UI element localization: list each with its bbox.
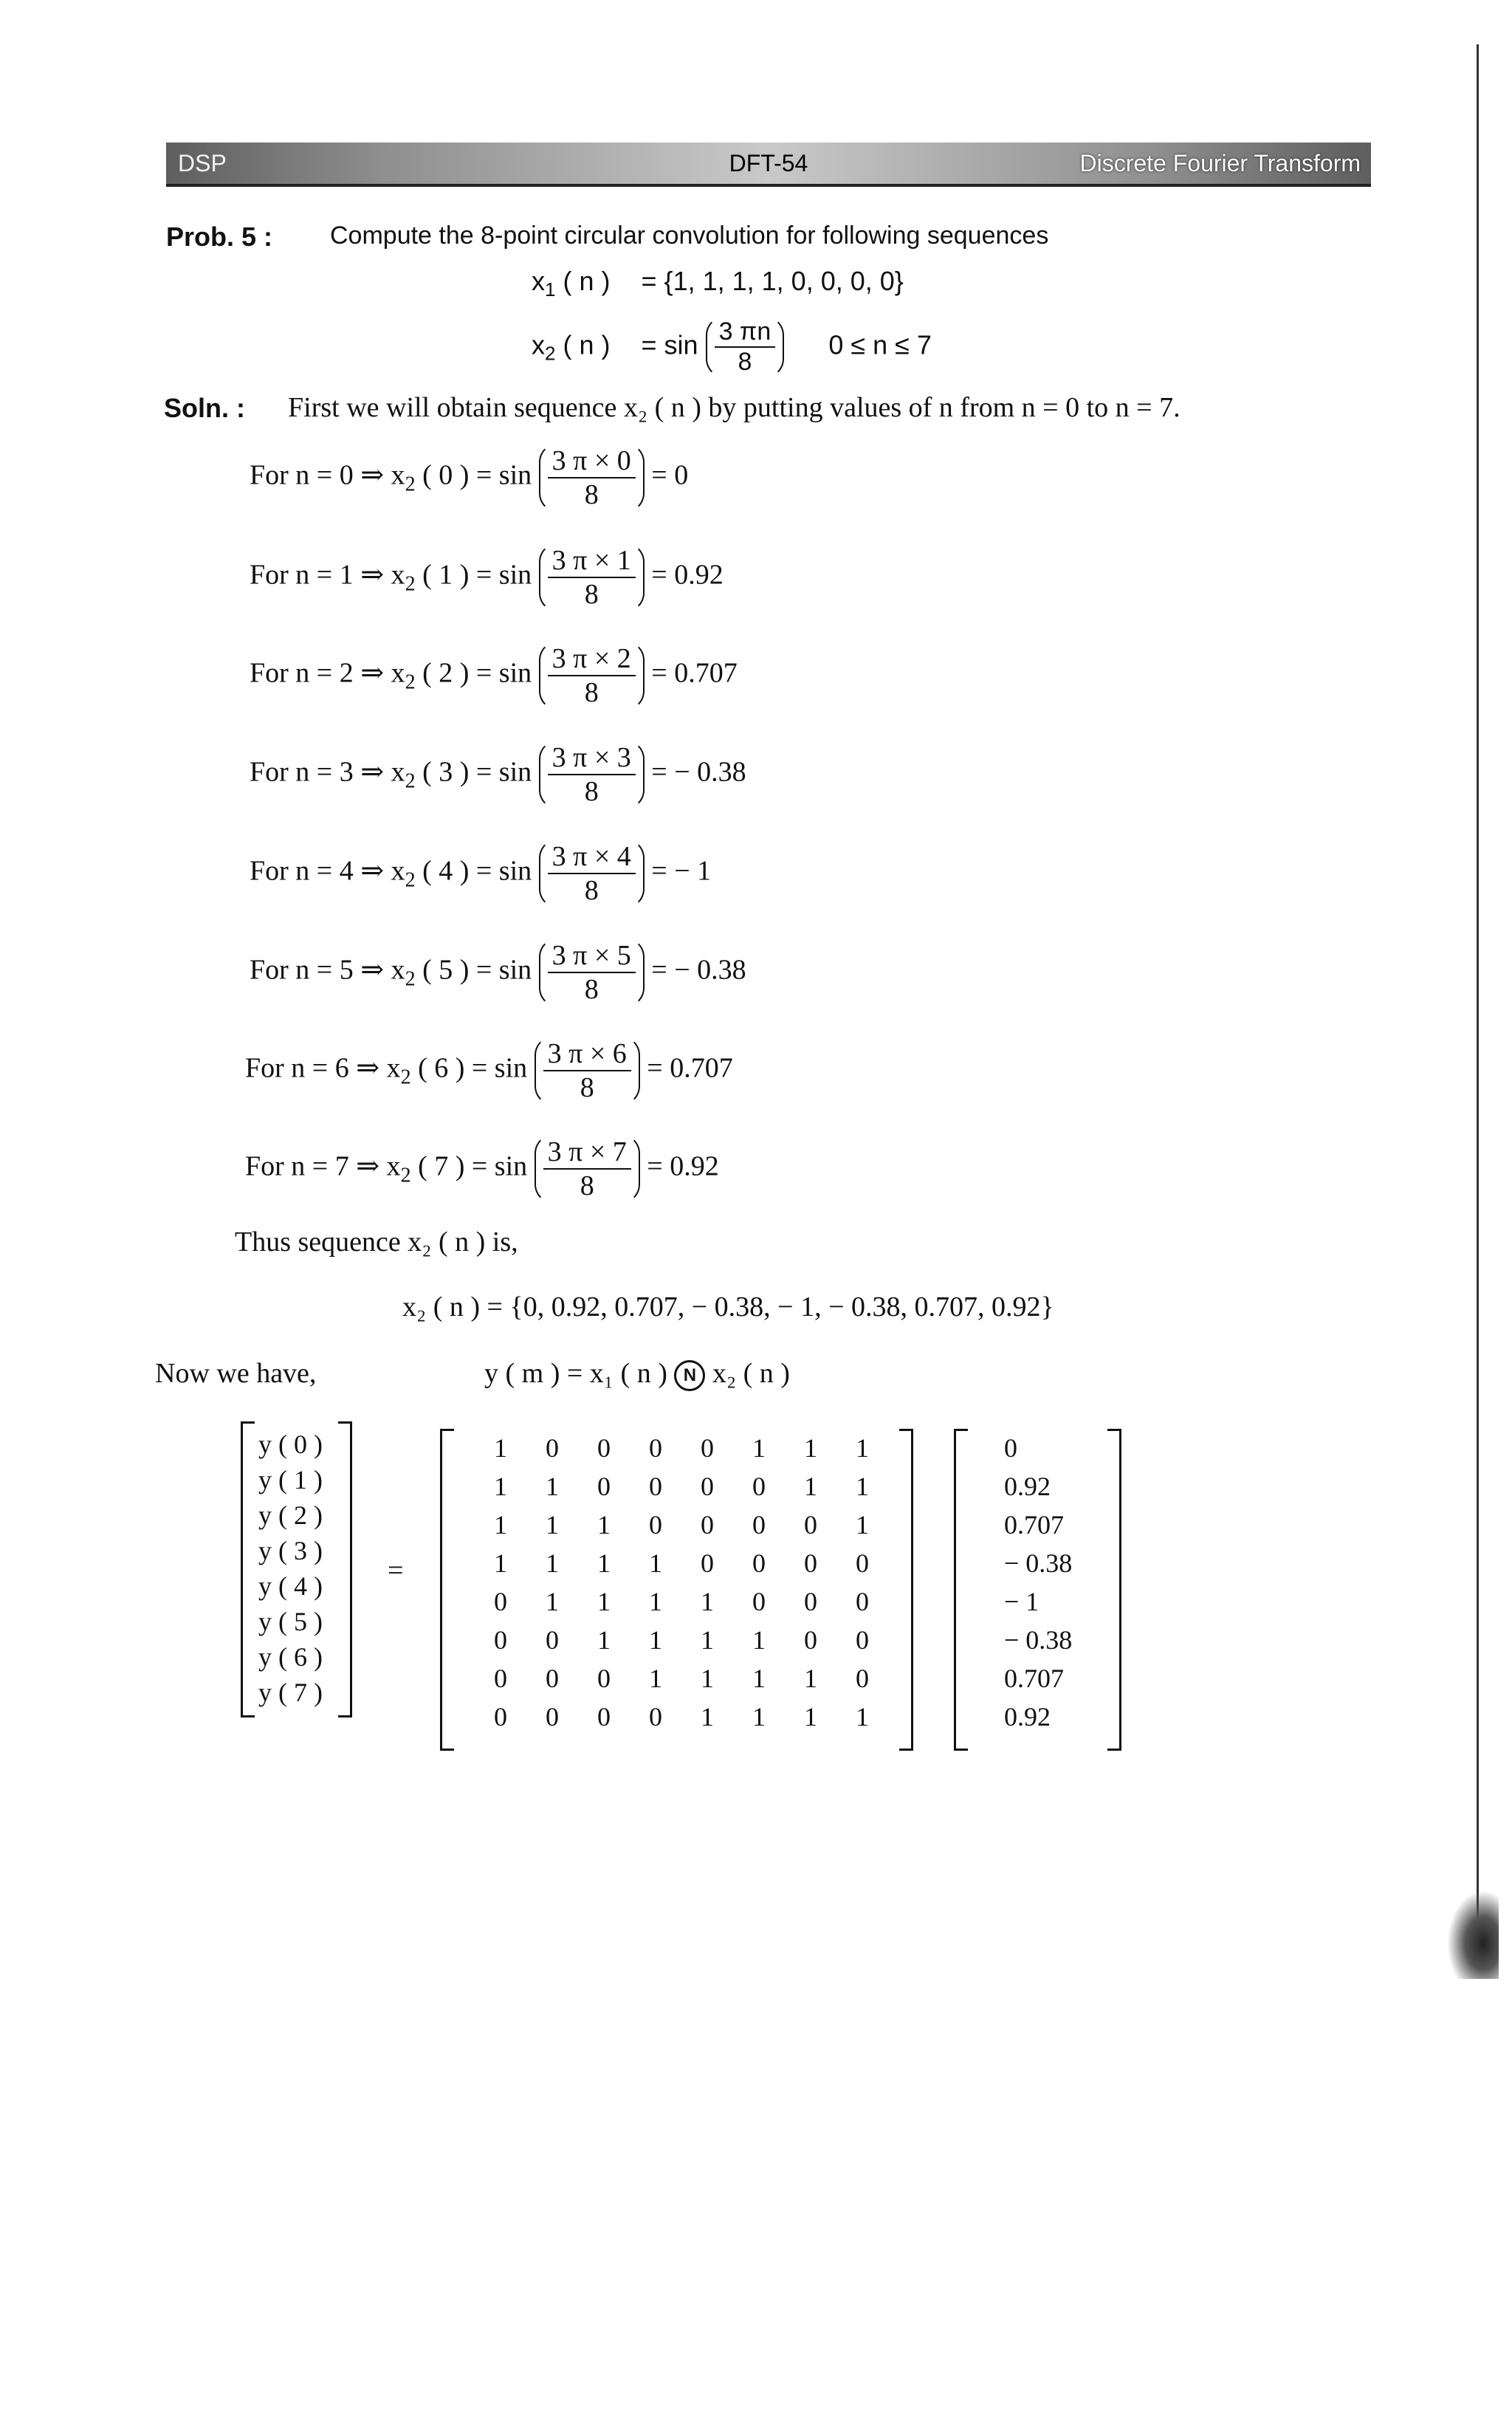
matrix-cell: 1 — [804, 1472, 817, 1501]
y-label: y ( 2 ) — [258, 1500, 323, 1530]
matrix-cell: 1 — [597, 1587, 611, 1616]
matrix-cell: 1 — [701, 1587, 714, 1616]
matrix-cell: 1 — [856, 1433, 869, 1463]
scan-blot — [1447, 1890, 1499, 1979]
step-row: For n = 3 ⇒ $x_2$ ( 3 ) = sin $\frac{3 \pi \times 3}{8}$ = − 0.38 — [250, 740, 746, 809]
matrix-cell: 1 — [649, 1625, 662, 1655]
matrix-cell: 0 — [546, 1625, 559, 1655]
matrix-cell: 0 — [546, 1702, 559, 1732]
matrix-cell: 0 — [649, 1472, 662, 1501]
matrix-cell: 0 — [649, 1510, 662, 1540]
matrix-cell: 0 — [546, 1664, 559, 1693]
matrix-cell: 1 — [856, 1702, 869, 1732]
vector-cell: − 0.38 — [1004, 1625, 1073, 1655]
vector-cell: − 1 — [1004, 1587, 1040, 1616]
vector-cell: 0 — [1004, 1433, 1017, 1463]
matrix-cell: 0 — [701, 1510, 714, 1540]
matrix-cell: 1 — [546, 1510, 559, 1540]
y-label: y ( 1 ) — [258, 1465, 323, 1495]
y-label: y ( 6 ) — [258, 1642, 323, 1672]
matrix-cell: 1 — [649, 1548, 662, 1578]
matrix-cell: 1 — [649, 1664, 662, 1693]
matrix-cell: 1 — [494, 1472, 507, 1501]
matrix-cell: 1 — [494, 1548, 507, 1578]
header-chapter-title: Discrete Fourier Transform — [1079, 150, 1361, 176]
matrix-cell: 1 — [546, 1548, 559, 1578]
matrix-cell: 0 — [856, 1587, 869, 1616]
matrix-cell: 0 — [546, 1433, 559, 1463]
matrix-cell: 0 — [804, 1625, 817, 1655]
x2-definition: $x_2$ ( n ) = sin $\frac{3 \pi n}{8}$ 0 ≤ n ≤ 7 — [532, 316, 932, 378]
matrix-cell: 0 — [494, 1664, 507, 1693]
matrix-cell: 0 — [597, 1664, 611, 1693]
matrix-cell: 1 — [752, 1433, 766, 1463]
solution-intro: First we will obtain sequence x₂ ( n ) by putting values of n from n = 0 to n = 7. — [288, 392, 1181, 423]
matrix-cell: 0 — [494, 1587, 507, 1616]
matrix-cell: 0 — [701, 1548, 714, 1578]
matrix-equals-sign: = — [388, 1555, 404, 1586]
matrix-cell: 1 — [649, 1587, 662, 1616]
vector-left-bracket — [954, 1429, 968, 1751]
x1-definition: $x_1$ ( n ) = {1, 1, 1, 1, 0, 0, 0, 0} — [532, 266, 904, 301]
vector-right-bracket — [1107, 1429, 1121, 1751]
matrix-cell: 1 — [752, 1702, 766, 1732]
matrix-cell: 1 — [752, 1625, 766, 1655]
matrix-right-bracket — [899, 1429, 913, 1751]
matrix-cell: 0 — [856, 1625, 869, 1655]
step-row: For n = 7 ⇒ $x_2$ ( 7 ) = sin $\frac{3 \pi \times 7}{8}$ = 0.92 — [245, 1134, 719, 1204]
matrix-cell: 1 — [597, 1548, 611, 1578]
problem-label: Prob. 5 : — [166, 222, 273, 252]
matrix-cell: 1 — [804, 1433, 817, 1463]
matrix-cell: 0 — [494, 1625, 507, 1655]
matrix-cell: 1 — [597, 1510, 611, 1540]
header-page-number: DFT-54 — [729, 150, 808, 176]
y-label: y ( 0 ) — [258, 1430, 323, 1459]
problem-statement: Compute the 8-point circular convolution for following sequences — [330, 222, 1049, 250]
vector-cell: 0.707 — [1004, 1664, 1064, 1693]
page-edge-rule — [1477, 44, 1479, 1927]
step-row: For n = 4 ⇒ $x_2$ ( 4 ) = sin $\frac{3 \pi \times 4}{8}$ = − 1 — [250, 839, 711, 908]
matrix-cell: 0 — [804, 1587, 817, 1616]
matrix-cell: 0 — [701, 1433, 714, 1463]
matrix-cell: 1 — [804, 1664, 817, 1693]
matrix-cell: 0 — [752, 1510, 766, 1540]
vector-cell: 0.92 — [1004, 1702, 1051, 1732]
matrix-cell: 1 — [804, 1702, 817, 1732]
step-row: For n = 1 ⇒ $x_2$ ( 1 ) = sin $\frac{3 \pi \times 1}{8}$ = 0.92 — [250, 543, 724, 612]
step-row: For n = 0 ⇒ $x_2$ ( 0 ) = sin $\frac{3 \pi \times 0}{8}$ = 0 — [250, 443, 688, 512]
matrix-cell: 0 — [752, 1587, 766, 1616]
header-left-label: DSP — [178, 150, 227, 176]
thus-line: Thus sequence x₂ ( n ) is, — [235, 1226, 518, 1257]
matrix-cell: 0 — [856, 1548, 869, 1578]
matrix-cell: 0 — [701, 1472, 714, 1501]
matrix-cell: 1 — [597, 1625, 611, 1655]
matrix-cell: 1 — [546, 1472, 559, 1501]
matrix-cell: 1 — [856, 1472, 869, 1501]
matrix-cell: 1 — [856, 1510, 869, 1540]
matrix-cell: 0 — [597, 1702, 611, 1732]
vector-cell: − 0.38 — [1004, 1548, 1073, 1578]
circular-convolution-symbol: N — [674, 1360, 705, 1391]
matrix-cell: 0 — [597, 1472, 611, 1501]
now-we-have-label: Now we have, — [155, 1358, 317, 1389]
matrix-cell: 1 — [701, 1664, 714, 1693]
circular-convolution-equation: y ( m ) = x₁ ( n ) N x₂ ( n ) — [484, 1357, 790, 1391]
matrix-cell: 0 — [649, 1433, 662, 1463]
y-label: y ( 5 ) — [258, 1607, 323, 1636]
y-vector-right-bracket — [338, 1421, 352, 1717]
matrix-cell: 0 — [494, 1702, 507, 1732]
matrix-cell: 1 — [494, 1510, 507, 1540]
y-label: y ( 3 ) — [258, 1536, 323, 1565]
matrix-cell: 0 — [752, 1472, 766, 1501]
y-vector-left-bracket — [241, 1421, 255, 1717]
matrix-left-bracket — [440, 1429, 454, 1751]
matrix-cell: 0 — [597, 1433, 611, 1463]
matrix-cell: 0 — [804, 1548, 817, 1578]
y-label: y ( 4 ) — [258, 1571, 323, 1601]
solution-label: Soln. : — [164, 393, 245, 423]
matrix-cell: 1 — [701, 1625, 714, 1655]
matrix-cell: 1 — [546, 1587, 559, 1616]
y-label: y ( 7 ) — [258, 1678, 323, 1707]
vector-cell: 0.92 — [1004, 1472, 1051, 1501]
vector-cell: 0.707 — [1004, 1510, 1064, 1540]
matrix-cell: 1 — [494, 1433, 507, 1463]
matrix-cell: 1 — [701, 1702, 714, 1732]
step-row: For n = 5 ⇒ $x_2$ ( 5 ) = sin $\frac{3 \pi \times 5}{8}$ = − 0.38 — [250, 938, 746, 1007]
matrix-cell: 0 — [804, 1510, 817, 1540]
step-row: For n = 2 ⇒ $x_2$ ( 2 ) = sin $\frac{3 \pi \times 2}{8}$ = 0.707 — [250, 641, 738, 710]
x2-sequence: x₂ ( n ) = {0, 0.92, 0.707, − 0.38, − 1, − 0.38, 0.707, 0.92} — [402, 1291, 1054, 1322]
matrix-cell: 0 — [752, 1548, 766, 1578]
matrix-cell: 1 — [752, 1664, 766, 1693]
matrix-cell: 0 — [649, 1702, 662, 1732]
step-row: For n = 6 ⇒ $x_2$ ( 6 ) = sin $\frac{3 \pi \times 6}{8}$ = 0.707 — [245, 1036, 733, 1105]
matrix-cell: 0 — [856, 1664, 869, 1693]
